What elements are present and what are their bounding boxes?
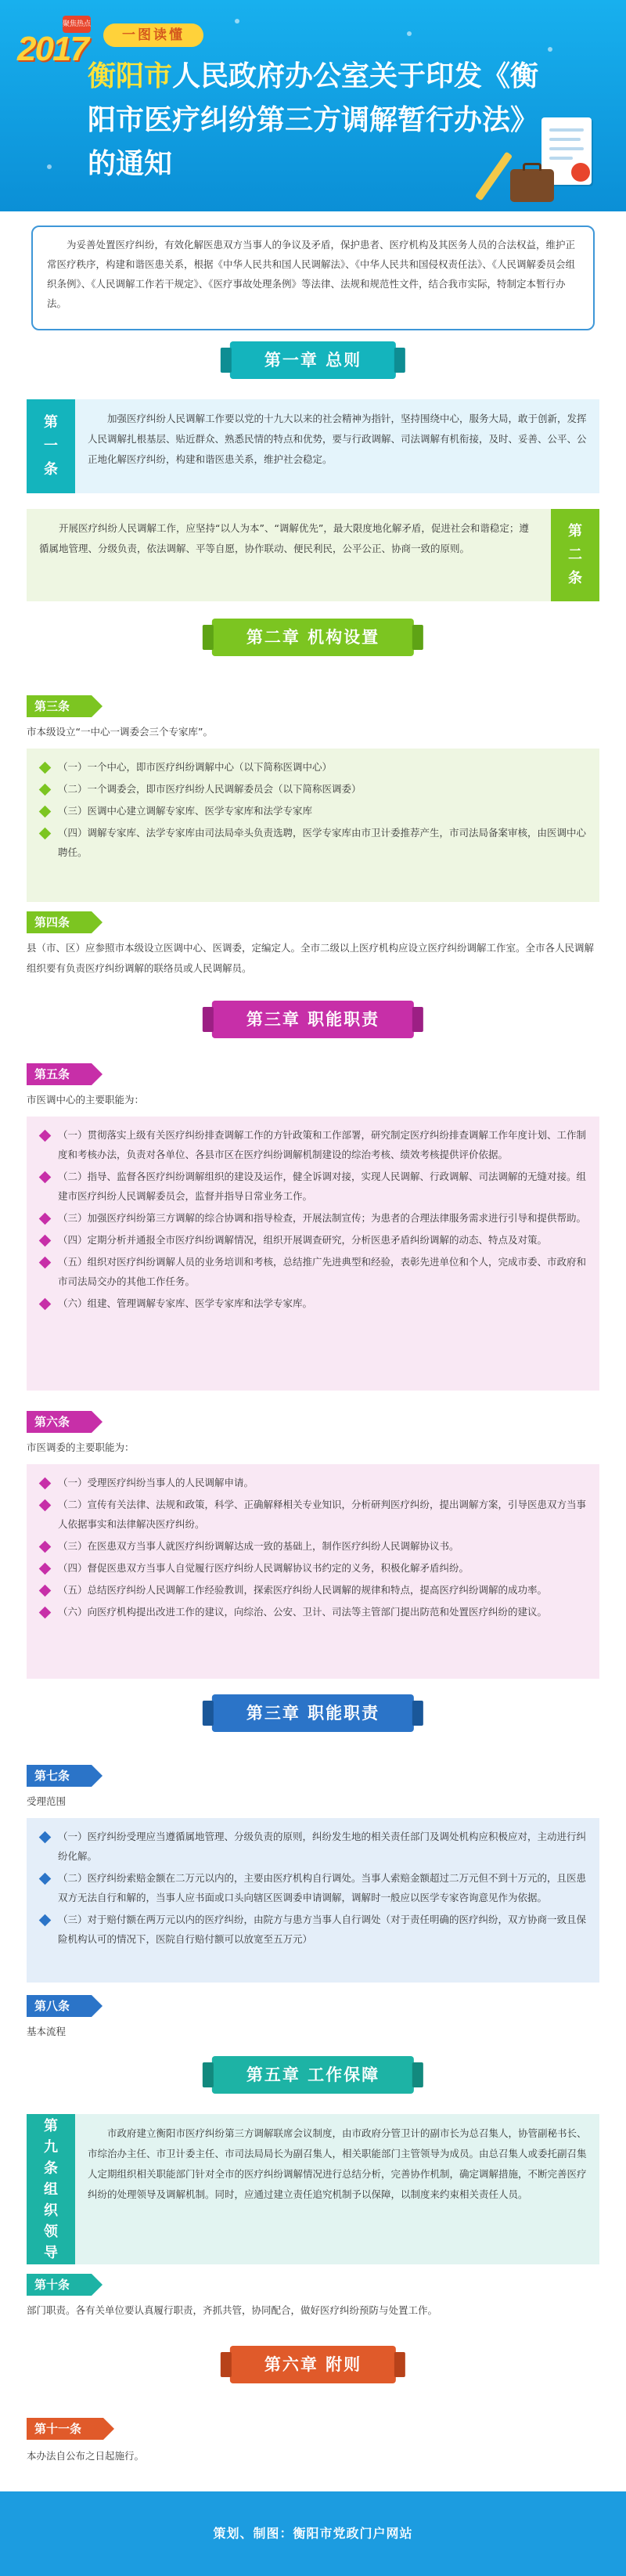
list-item: （二）宣传有关法律、法规和政策，科学、正确解释相关专业知识，分析研判医疗纠纷，提出调解方案，引导医患双方当事人依据事实和法律解决医疗纠纷。	[38, 1495, 588, 1534]
article-3-list	[27, 749, 599, 902]
chapter-title: 第六章 附则	[230, 2346, 396, 2383]
year-text: 2017	[17, 30, 88, 68]
list-item: （二）指导、监督各医疗纠纷调解组织的建设及运作，健全诉调对接，实现人民调解、行政调解、司法调解的无缝对接。组建市医疗纠纷人民调解委员会，监督并指导日常业务工作。	[38, 1167, 588, 1206]
chapter-1-header	[0, 337, 626, 385]
article-2-box	[27, 509, 599, 601]
diamond-bullet-icon	[39, 784, 52, 796]
list-item: （六）向医疗机构提出改进工作的建议，向综治、公安、卫计、司法等主管部门提出防范和处置医疗纠纷的建议。	[38, 1602, 588, 1622]
chapter-title: 第三章 职能职责	[212, 1001, 414, 1038]
page-title	[88, 55, 541, 186]
document-illustration-icon	[510, 117, 604, 204]
diamond-bullet-icon	[39, 1257, 52, 1269]
seal-icon	[571, 163, 590, 182]
diamond-bullet-icon	[39, 1914, 52, 1927]
article-5-list	[27, 1117, 599, 1391]
tag-pill: 一图读懂	[103, 23, 203, 47]
article-1-label: 第一条	[27, 399, 75, 493]
list-item: （四）督促医患双方当事人自觉履行医疗纠纷人民调解协议书约定的义务，积极化解矛盾纠纷。	[38, 1558, 588, 1578]
article-2-text: 开展医疗纠纷人民调解工作，应坚持“以人为本”、“调解优先”，最大限度地化解矛盾，促进社会和谐稳定；遵循属地管理、分级负责，依法调解、平等自愿，协作联动、便民利民，公平公正、协商一致的原则。	[39, 522, 529, 554]
intro-text: 为妥善处置医疗纠纷，有效化解医患双方当事人的争议及矛盾，保护患者、医疗机构及其医务人员的合法权益，维护正常医疗秩序，构建和谐医患关系，根据《中华人民共和国人民调解法》、《中华人民共和国侵权责任法》、《人民调解委员会组织条例》、《人民调解工作若干规定》、《医疗事故处理条例》等法律、法规和规范性文件，结合我市实际，特制定本暂行办法。	[31, 225, 595, 330]
article-10-text: 部门职责。各有关单位要认真履行职责，齐抓共管，协同配合，做好医疗纠纷预防与处置工作。	[27, 2304, 438, 2316]
list-item: （二）一个调委会，即市医疗纠纷人民调解委员会（以下简称医调委）	[38, 779, 588, 799]
article-3-label: 第三条	[27, 695, 92, 717]
article-5-label: 第五条	[27, 1063, 92, 1085]
diamond-bullet-icon	[39, 1831, 52, 1844]
diamond-bullet-icon	[39, 762, 52, 774]
article-8-text: 基本流程	[27, 2026, 67, 2037]
title-highlight: 衡阳市	[88, 60, 173, 92]
chapter-4-header	[0, 1690, 626, 1738]
chapter-2-header	[0, 614, 626, 662]
list-item: （五）组织对医疗纠纷调解人员的业务培训和考核，总结推广先进典型和经验，表彰先进单位和个人，完成市委、市政府和市司法局交办的其他工作任务。	[38, 1252, 588, 1291]
article-3-lead: 市本级设立“一中心一调委会三个专家库”。	[27, 726, 213, 738]
chapter-title: 第二章 机构设置	[212, 619, 414, 656]
diamond-bullet-icon	[39, 1213, 52, 1225]
chapter-5-header	[0, 2051, 626, 2100]
chapter-6-header	[0, 2341, 626, 2390]
list-item: （二）医疗纠纷索赔金额在二万元以内的，主要由医疗机构自行调处。当事人索赔金额超过二万元但不到十万元的，且医患双方无法自行和解的，当事人应书面或口头向辖区医调委申请调解，调解时一般应以医学专家咨询意见作为依据。	[38, 1868, 588, 1907]
diamond-bullet-icon	[39, 1235, 52, 1247]
diamond-bullet-icon	[39, 1477, 52, 1490]
article-9-label: 第九条组织领导	[27, 2114, 75, 2264]
hot-badge: 聚焦热点	[63, 16, 91, 33]
diamond-bullet-icon	[39, 1585, 52, 1597]
article-10-label: 第十条	[27, 2274, 92, 2296]
diamond-bullet-icon	[39, 1607, 52, 1619]
footer-credit: 策划、制图：衡阳市党政门户网站	[0, 2491, 626, 2576]
list-item: （三）在医患双方当事人就医疗纠纷调解达成一致的基础上，制作医疗纠纷人民调解协议书。	[38, 1536, 588, 1556]
diamond-bullet-icon	[39, 1298, 52, 1311]
title-rest: 人民政府办公室关于印发《衡阳市医疗纠纷第三方调解暂行办法》的通知	[88, 60, 539, 180]
sparkle-decoration	[47, 164, 52, 169]
article-6-lead: 市医调委的主要职能为：	[27, 1441, 135, 1453]
chapter-3-header	[0, 996, 626, 1044]
article-5-lead: 市医调中心的主要职能为：	[27, 1094, 145, 1106]
diamond-bullet-icon	[39, 1171, 52, 1184]
article-4-label: 第四条	[27, 911, 92, 933]
article-11-label: 第十一条	[27, 2418, 103, 2440]
article-2-label: 第二条	[551, 509, 599, 601]
sparkle-decoration	[235, 19, 239, 23]
chapter-title: 第三章 职能职责	[212, 1694, 414, 1732]
diamond-bullet-icon	[39, 1499, 52, 1512]
article-7-label: 第七条	[27, 1765, 92, 1787]
diamond-bullet-icon	[39, 1541, 52, 1553]
list-item: （一）医疗纠纷受理应当遵循属地管理、分级负责的原则，纠纷发生地的相关责任部门及调处机构应积极应对，主动进行纠纷化解。	[38, 1827, 588, 1866]
briefcase-icon	[510, 169, 554, 202]
chapter-title: 第五章 工作保障	[212, 2056, 414, 2094]
list-item: （一）受理医疗纠纷当事人的人民调解申请。	[38, 1473, 588, 1492]
diamond-bullet-icon	[39, 806, 52, 818]
article-6-list	[27, 1464, 599, 1679]
diamond-bullet-icon	[39, 1873, 52, 1885]
list-item: （四）定期分析并通报全市医疗纠纷调解情况，组织开展调查研究，分析医患矛盾纠纷调解的动态、特点及对策。	[38, 1230, 588, 1250]
article-1-box	[27, 399, 599, 493]
list-item: （一）一个中心，即市医疗纠纷调解中心（以下简称医调中心）	[38, 757, 588, 777]
diamond-bullet-icon	[39, 1130, 52, 1142]
list-item: （三）对于赔付额在两万元以内的医疗纠纷，由院方与患方当事人自行调处（对于责任明确的医疗纠纷，双方协商一致且保险机构认可的情况下，医院自行赔付额可以放宽至五万元）	[38, 1910, 588, 1949]
list-item: （一）贯彻落实上级有关医疗纠纷排查调解工作的方针政策和工作部署，研究制定医疗纠纷排查调解工作年度计划、工作制度和考核办法，负责对各单位、各县市区在医疗纠纷调解机制建设的综治考核、绩效考核提供评价依据。	[38, 1125, 588, 1164]
list-item: （六）组建、管理调解专家库、医学专家库和法学专家库。	[38, 1293, 588, 1313]
article-9-text: 市政府建立衡阳市医疗纠纷第三方调解联席会议制度，由市政府分管卫计的副市长为总召集人，协管副秘书长、市综治办主任、市卫计委主任、市司法局局长为副召集人，相关职能部门主管领导为成员。由总召集人或委托副召集人定期组织相关职能部门针对全市的医疗纠纷调解情况进行总结分析，完善协作机制，确定调解措施，不断完善医疗纠纷的处理领导及调解机制。同时，应通过建立责任追究机制予以保障，以制度来约束相关责任人员。	[88, 2127, 587, 2200]
diamond-bullet-icon	[39, 1563, 52, 1575]
list-item: （三）医调中心建立调解专家库、医学专家库和法学专家库	[38, 801, 588, 821]
article-6-label: 第六条	[27, 1411, 92, 1433]
article-1-text: 加强医疗纠纷人民调解工作要以党的十九大以来的社会精神为指针，坚持围绕中心，服务大局，敢于创新，发挥人民调解扎根基层、贴近群众、熟悉民情的特点和优势，要与行政调解、司法调解有机衔接，及时、妥善、公平、公正地化解医疗纠纷，构建和谐医患关系，维护社会稳定。	[88, 413, 587, 465]
article-8-label: 第八条	[27, 1995, 92, 2017]
article-4-text: 县（市、区）应参照市本级设立医调中心、医调委，定编定人。全市二级以上医疗机构应设立医疗纠纷调解工作室。全市各人民调解组织要有负责医疗纠纷调解的联络员或人民调解员。	[27, 942, 595, 974]
sparkle-decoration	[407, 31, 412, 36]
list-item: （三）加强医疗纠纷第三方调解的综合协调和指导检查，开展法制宣传；为患者的合理法律服务需求进行引导和提供帮助。	[38, 1208, 588, 1228]
article-7-list	[27, 1818, 599, 1983]
chapter-title: 第一章 总则	[230, 341, 396, 379]
sparkle-decoration	[548, 47, 552, 52]
diamond-bullet-icon	[39, 828, 52, 840]
list-item: （四）调解专家库、法学专家库由司法局牵头负责选聘，医学专家库由市卫计委推荐产生，市司法局备案审核，由医调中心聘任。	[38, 823, 588, 862]
article-9-box	[27, 2114, 599, 2264]
list-item: （五）总结医疗纠纷人民调解工作经验教训，探索医疗纠纷人民调解的规律和特点，提高医疗纠纷调解的成功率。	[38, 1580, 588, 1600]
article-11-text: 本办法自公布之日起施行。	[27, 2450, 145, 2462]
header-banner	[0, 0, 626, 211]
article-7-lead: 受理范围	[27, 1795, 67, 1807]
